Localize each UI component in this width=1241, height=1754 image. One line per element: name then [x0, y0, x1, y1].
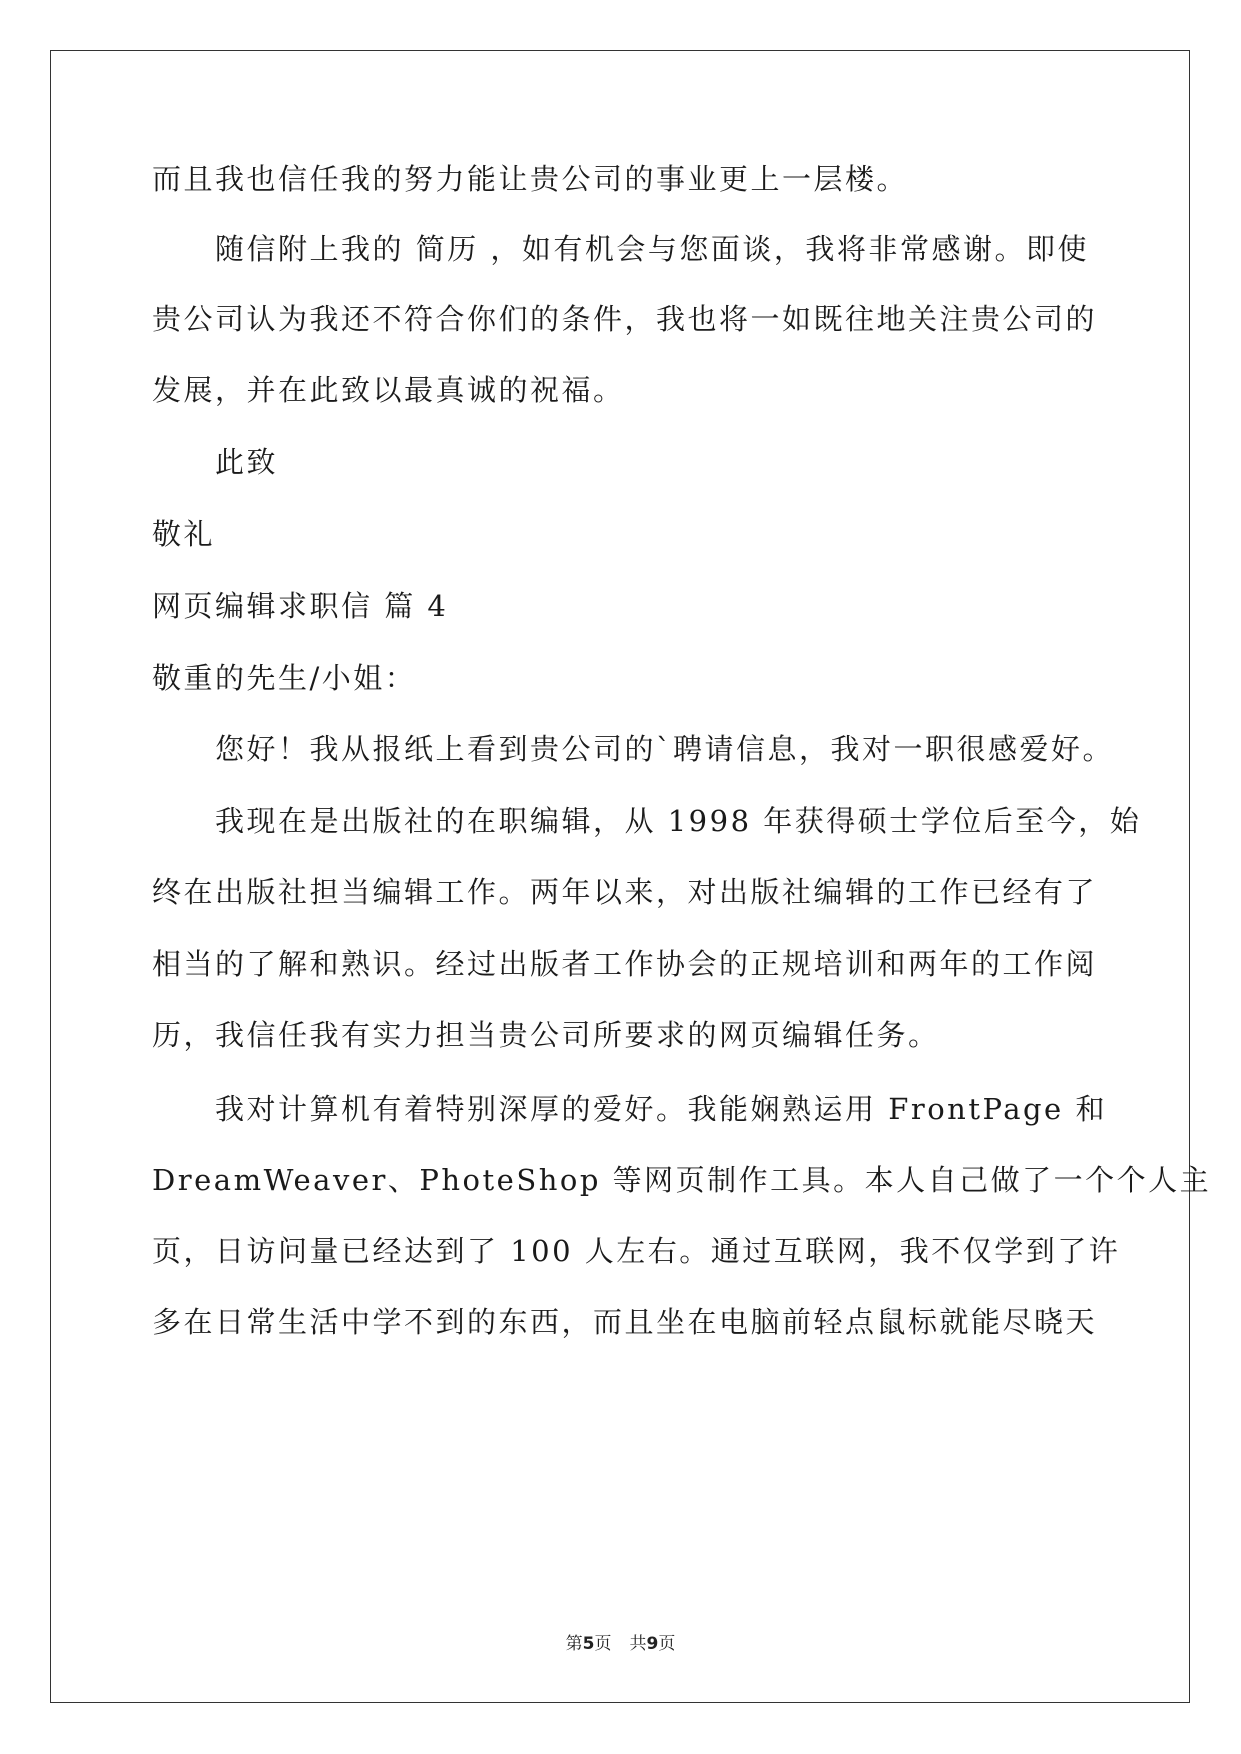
total-label-prefix: 共 — [629, 1634, 647, 1654]
paragraph-text: 我现在是出版社的在职编辑，从 1998 年获得硕士学位后至今，始 — [215, 804, 1142, 838]
page-label-prefix: 第 — [565, 1634, 583, 1654]
paragraph-text: 随信附上我的 简历 ，如有机会与您面谈，我将非常感谢。即使 — [215, 232, 1089, 266]
total-label-suffix: 页 — [658, 1634, 676, 1654]
text-line: DreamWeaver、PhoteShop 等网页制作工具。本人自己做了一个个人主 — [152, 1163, 1212, 1197]
text-line: 贵公司认为我还不符合你们的条件，我也将一如既往地关注贵公司的 — [152, 302, 1098, 336]
text-line: 多在日常生活中学不到的东西，而且坐在电脑前轻点鼠标就能尽晓天 — [152, 1305, 1098, 1339]
paragraph-text: 我对计算机有着特别深厚的爱好。我能娴熟运用 FrontPage 和 — [215, 1092, 1107, 1126]
text-line: 历，我信任我有实力担当贵公司所要求的网页编辑任务。 — [152, 1018, 940, 1052]
page-label-suffix: 页 — [594, 1634, 612, 1654]
section-heading: 网页编辑求职信 篇 4 — [152, 589, 449, 623]
text-line: 终在出版社担当编辑工作。两年以来，对出版社编辑的工作已经有了 — [152, 875, 1098, 909]
closing-salutation: 此致 — [215, 445, 279, 479]
text-line: 而且我也信任我的努力能让贵公司的事业更上一层楼。 — [152, 162, 909, 196]
page-footer — [0, 1629, 1241, 1654]
text-line: 相当的了解和熟识。经过出版者工作协会的正规培训和两年的工作阅 — [152, 947, 1098, 981]
text-line: 页，日访问量已经达到了 100 人左右。通过互联网，我不仅学到了许 — [152, 1234, 1121, 1268]
text-line: 发展，并在此致以最真诚的祝福。 — [152, 373, 625, 407]
page-total-number: 9 — [646, 1634, 659, 1654]
page-current-number: 5 — [582, 1634, 595, 1654]
closing-regards: 敬礼 — [152, 517, 216, 551]
greeting: 敬重的先生/小姐： — [152, 661, 417, 695]
paragraph-text: 您好！我从报纸上看到贵公司的`聘请信息，我对一职很感爱好。 — [215, 732, 1115, 766]
